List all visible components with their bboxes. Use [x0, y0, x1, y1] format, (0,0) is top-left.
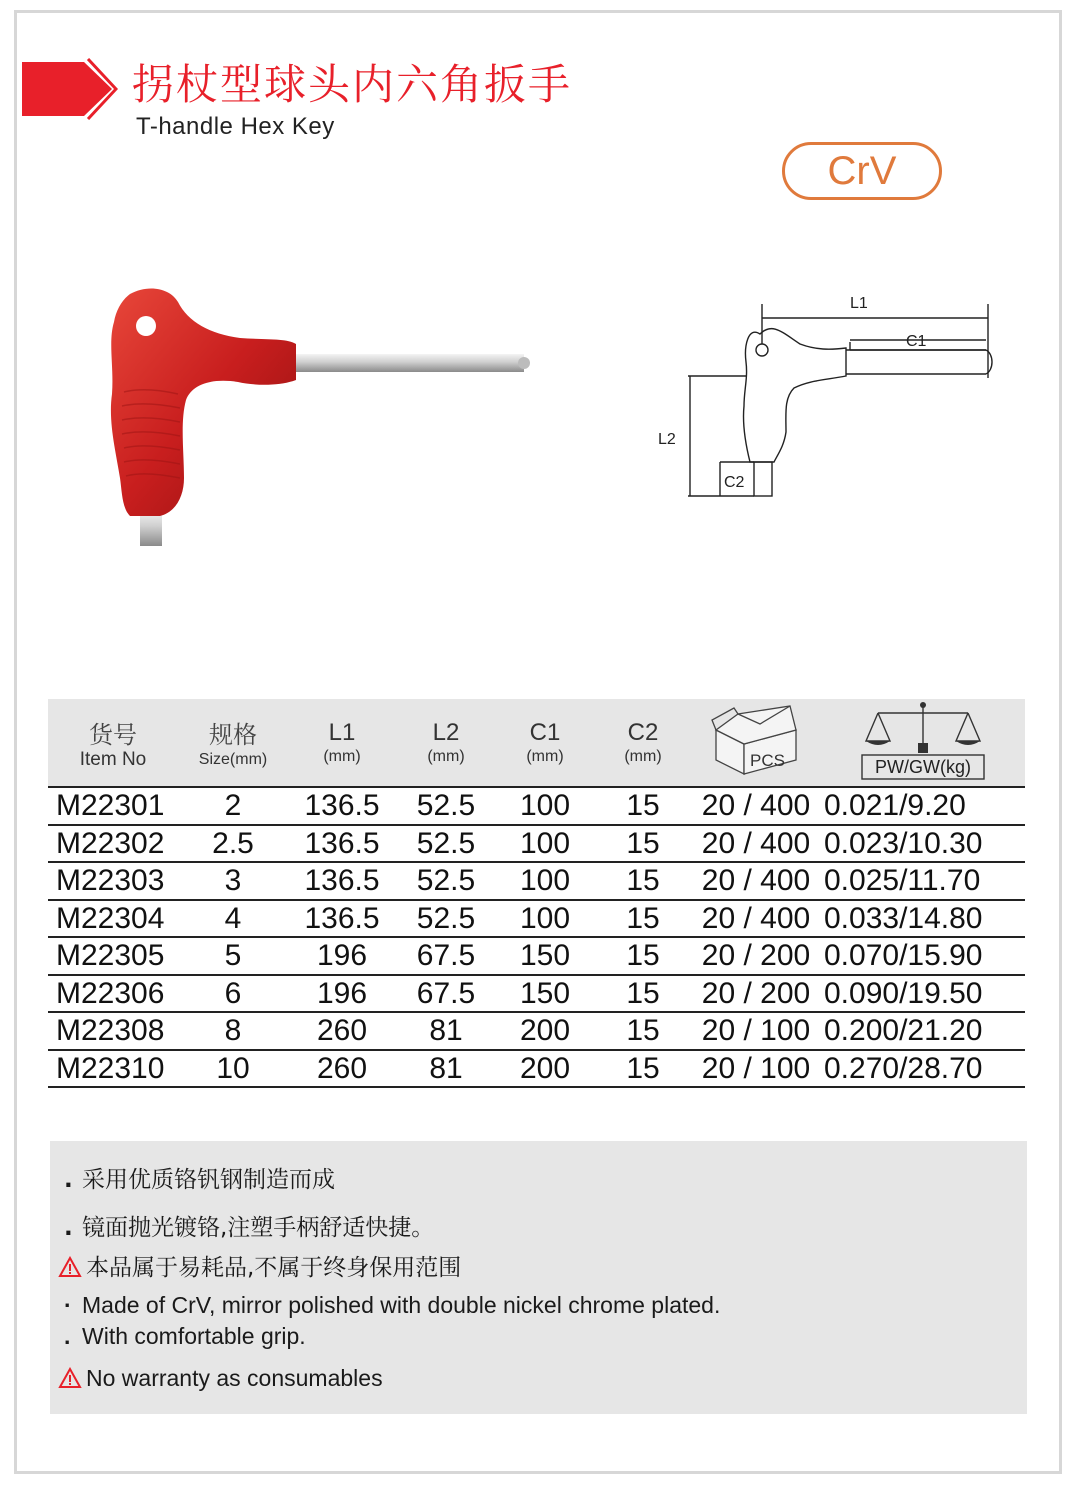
- c2-cell: 15: [594, 1050, 692, 1088]
- pcs-cell: 20 / 400: [692, 825, 820, 863]
- header-l1: [288, 699, 396, 787]
- weight-cell: 0.025/11.70: [820, 862, 1025, 900]
- item-no-cell: M22304: [48, 900, 178, 938]
- diagram-label-l2: L2: [658, 431, 676, 448]
- pcs-cell: 20 / 200: [692, 975, 820, 1013]
- item-no-cell: M22306: [48, 975, 178, 1013]
- c1-cell: 200: [496, 1050, 594, 1088]
- l2-cell: 52.5: [396, 900, 496, 938]
- header-c1-unit: (mm): [526, 747, 564, 765]
- l2-cell: 67.5: [396, 975, 496, 1013]
- item-no-cell: M22301: [48, 787, 178, 825]
- c2-cell: 15: [594, 1012, 692, 1050]
- weight-cell: 0.033/14.80: [820, 900, 1025, 938]
- header-l2-label: L2: [432, 718, 460, 746]
- diagram-label-l1: L1: [850, 295, 868, 312]
- item-no-cell: M22305: [48, 937, 178, 975]
- l2-cell: 67.5: [396, 937, 496, 975]
- c2-cell: 15: [594, 862, 692, 900]
- c1-cell: 100: [496, 862, 594, 900]
- diagram-label-c2: C2: [724, 474, 745, 491]
- l1-cell: 136.5: [288, 825, 396, 863]
- header-item-en: Item No: [79, 749, 147, 770]
- header-c2-label: C2: [627, 718, 659, 746]
- size-cell: 6: [178, 975, 288, 1013]
- pcs-cell: 20 / 100: [692, 1012, 820, 1050]
- pcs-cell: 20 / 100: [692, 1050, 820, 1088]
- weight-cell: 0.270/28.70: [820, 1050, 1025, 1088]
- header-weight-label: PW/GW(kg): [874, 757, 971, 777]
- table-row: [48, 1012, 1025, 1050]
- product-photo: [100, 282, 540, 552]
- header-size-cn: 规格: [209, 721, 257, 749]
- c1-cell: 150: [496, 975, 594, 1013]
- size-cell: 5: [178, 937, 288, 975]
- l1-cell: 196: [288, 937, 396, 975]
- size-cell: 4: [178, 900, 288, 938]
- header-l1-label: L1: [328, 718, 356, 746]
- l1-cell: 136.5: [288, 900, 396, 938]
- c2-cell: 15: [594, 975, 692, 1013]
- title-arrow-icon: [22, 58, 118, 120]
- size-cell: 8: [178, 1012, 288, 1050]
- note-en-warning-text: No warranty as consumables: [86, 1365, 383, 1391]
- product-title-cn: 拐杖型球头内六角扳手: [132, 60, 573, 109]
- item-no-cell: M22303: [48, 862, 178, 900]
- header-weight: [820, 699, 1025, 787]
- pcs-cell: 20 / 200: [692, 937, 820, 975]
- table-row: [48, 825, 1025, 863]
- c2-cell: 15: [594, 900, 692, 938]
- c1-cell: 100: [496, 787, 594, 825]
- c1-cell: 100: [496, 825, 594, 863]
- l2-cell: 52.5: [396, 862, 496, 900]
- table-row: [48, 1050, 1025, 1088]
- pcs-cell: 20 / 400: [692, 900, 820, 938]
- note-en-1-text: Made of CrV, mirror polished with double nickel chrome plated.: [82, 1292, 721, 1318]
- item-no-cell: M22302: [48, 825, 178, 863]
- header-l1-unit: (mm): [323, 747, 361, 765]
- pcs-cell: 20 / 400: [692, 787, 820, 825]
- header-item-no: [48, 699, 178, 787]
- weight-cell: 0.200/21.20: [820, 1012, 1025, 1050]
- c1-cell: 150: [496, 937, 594, 975]
- carton-box-icon: [710, 704, 802, 776]
- size-cell: 3: [178, 862, 288, 900]
- l1-cell: 136.5: [288, 787, 396, 825]
- warning-icon: [58, 1367, 82, 1389]
- weight-cell: 0.021/9.20: [820, 787, 1025, 825]
- note-en-2-text: With comfortable grip.: [82, 1323, 306, 1349]
- note-en-2: . With comfortable grip.: [64, 1323, 306, 1349]
- table-row: [48, 900, 1025, 938]
- header-c2-unit: (mm): [624, 747, 662, 765]
- table-row: [48, 975, 1025, 1013]
- c2-cell: 15: [594, 937, 692, 975]
- table-row: [48, 787, 1025, 825]
- note-cn-2-text: 镜面抛光镀铬,注塑手柄舒适快捷。: [82, 1215, 435, 1241]
- header-size: [178, 699, 288, 787]
- product-title-en: T-handle Hex Key: [136, 113, 335, 140]
- table-header-row: [48, 699, 1025, 787]
- warning-icon: [58, 1256, 82, 1278]
- c2-cell: 15: [594, 787, 692, 825]
- note-cn-1: . 采用优质铬钒钢制造而成: [64, 1167, 335, 1193]
- l1-cell: 196: [288, 975, 396, 1013]
- material-badge: CrV: [782, 142, 942, 200]
- c1-cell: 100: [496, 900, 594, 938]
- table-row: [48, 862, 1025, 900]
- l2-cell: 52.5: [396, 787, 496, 825]
- l2-cell: 81: [396, 1012, 496, 1050]
- table-row: [48, 937, 1025, 975]
- l2-cell: 81: [396, 1050, 496, 1088]
- note-cn-1-text: 采用优质铬钒钢制造而成: [82, 1167, 335, 1193]
- header-c1: [496, 699, 594, 787]
- header-size-en: Size(mm): [198, 751, 268, 768]
- l2-cell: 52.5: [396, 825, 496, 863]
- dimension-diagram: [650, 286, 1000, 506]
- notes-panel: [50, 1141, 1027, 1414]
- header-c1-label: C1: [529, 718, 561, 746]
- l1-cell: 136.5: [288, 862, 396, 900]
- size-cell: 10: [178, 1050, 288, 1088]
- item-no-cell: M22310: [48, 1050, 178, 1088]
- item-no-cell: M22308: [48, 1012, 178, 1050]
- note-cn-2: . 镜面抛光镀铬,注塑手柄舒适快捷。: [64, 1215, 435, 1241]
- pcs-cell: 20 / 400: [692, 862, 820, 900]
- l1-cell: 260: [288, 1050, 396, 1088]
- header-item-cn: 货号: [89, 721, 137, 749]
- diagram-label-c1: C1: [906, 333, 927, 350]
- c2-cell: 15: [594, 825, 692, 863]
- weight-cell: 0.090/19.50: [820, 975, 1025, 1013]
- l1-cell: 260: [288, 1012, 396, 1050]
- c1-cell: 200: [496, 1012, 594, 1050]
- header-c2: [594, 699, 692, 787]
- spec-table: [48, 699, 1025, 1088]
- note-en-1: · Made of CrV, mirror polished with double nickel chrome plated.: [64, 1292, 721, 1318]
- header-pcs: [692, 699, 820, 787]
- header-l2: [396, 699, 496, 787]
- weight-cell: 0.070/15.90: [820, 937, 1025, 975]
- scale-icon: [858, 699, 988, 781]
- size-cell: 2.5: [178, 825, 288, 863]
- note-cn-warning-text: 本品属于易耗品,不属于终身保用范围: [86, 1255, 462, 1281]
- header-l2-unit: (mm): [427, 747, 465, 765]
- note-en-warning: [58, 1365, 383, 1392]
- weight-cell: 0.023/10.30: [820, 825, 1025, 863]
- header-pcs-label: PCS: [750, 751, 785, 770]
- note-cn-warning: [58, 1249, 461, 1282]
- size-cell: 2: [178, 787, 288, 825]
